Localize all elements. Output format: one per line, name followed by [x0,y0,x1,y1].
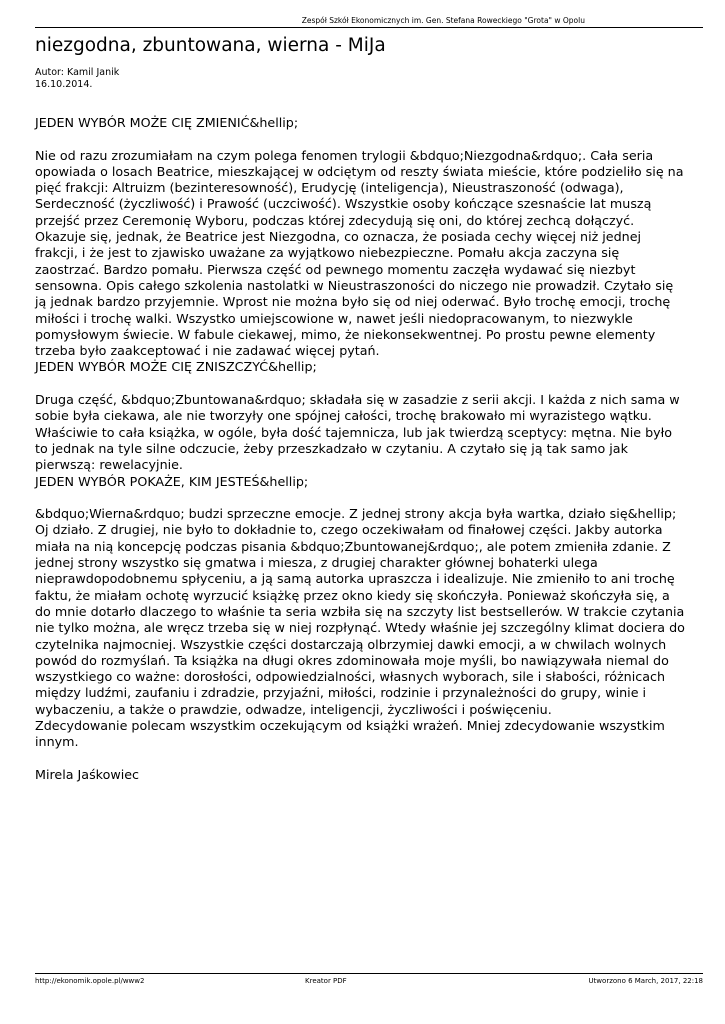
footer-created-date: Utworzono 6 March, 2017, 22:18 [588,977,703,985]
article-body [35,115,687,783]
section-heading-2: JEDEN WYBÓR MOŻE CIĘ ZNISZCZYĆ&hellip; [35,359,317,375]
paragraph-3: &bdquo;Wierna&rdquo; budzi sprzeczne emocje. Z jednej strony akcja była wartka, działo się&hellip; Oj działo. Z drugiej, nie było to dokładnie to, czego oczekiwałam od finałowej części. Jakby autorka miała na nią koncepcję podczas pisania &bdquo;Zbuntowanej&rdquo;, ale potem zmieniła zdanie. Z jednej strony wszystko się gmatwa i miesza, z drugiej charakter głównej bohaterki ulega nieprawdopodobnemu spłyceniu, a ją samą autorka upraszcza i idealizuje. Nie zmieniło to ani trochę faktu, że miałam ochotę wyrzucić książkę przez okno kiedy się skończyła. Ponieważ skończyła się, a do mnie dotarło dlaczego to właśnie ta seria wzbiła się na szczyty list bestsellerów. W trakcie czytania nie tylko można, ale wręcz trzeba się w niej rozpłynąć. Wtedy właśnie jej szczególny klimat dociera do czytelnika najmocniej. Wszystkie części dostarczają olbrzymiej dawki emocji, a w chwilach wolnych powód do rozmyślań. Ta książka na długi okres zdominowała moje myśli, bo nawiązywała niemal do wszystkiego co ważne: dorosłości, odpowiedzialności, własnych wyborach, sile i słabości, różnicach między ludźmi, zaufaniu i zdradzie, przyjaźni, miłości, rodzinie i przynależności do grupy, winie i wybaczeniu, a także o prawdzie, odwadze, inteligencji, życzliwości i poświęceniu. [35,506,685,717]
page-footer [35,973,703,988]
article-meta [35,67,119,91]
author-line: Autor: Kamil Janik [35,67,120,78]
signature: Mirela Jaśkowiec [35,766,140,782]
paragraph-2: Druga część, &bdquo;Zbuntowana&rdquo; składała się w zasadzie z serii akcji. I każda z nich sama w sobie była ciekawa, ale nie tworzyły one spójnej całości, trochę brakowało mi wyrazistego wątku. Właściwie to cała książka, w ogóle, była dość tajemnicza, lub jak twierdzą sceptycy: mętna. Nie było to jednak na tyle silne odczucie, żeby przeszkadzało w czytaniu. A czytało się ją tak samo jak pierwszą: rewelacyjnie. [35,392,680,473]
section-heading-1: JEDEN WYBÓR MOŻE CIĘ ZMIENIĆ&hellip; [35,115,299,130]
paragraph-4: Zdecydowanie polecam wszystkim oczekującym od książki wrażeń. Mniej zdecydowanie wszystkim innym. [35,717,665,750]
paragraph-1: Nie od razu zrozumiałam na czym polega fenomen trylogii &bdquo;Niezgodna&rdquo;. Cała seria opowiada o losach Beatrice, mieszkającej w odciętym od reszty świata mieście, które podzieliło się na pięć frakcji: Altruizm (bezinteresowność), Erudycję (inteligencja), Nieustraszoność (odwaga), Serdeczność (życzliwość) i Prawość (uczciwość). Wszystkie osoby kończące szesnaście lat muszą przejść przez Ceremonię Wyboru, podczas której zdecydują się oni, do której zechcą dołączyć. Okazuje się, jednak, że Beatrice jest Niezgodna, co oznacza, że posiada cechy więcej niż jednej frakcji, i że jest to zjawisko uważane za wyjątkowo niebezpieczne. Pomału akcja zaczyna się zaostrzać. Bardzo pomału. Pierwsza część od pewnego momentu zaczęła wydawać się niezbyt sensowna. Opis całego szkolenia nastolatki w Nieustraszoności do niczego nie prowadził. Czytało się ją jednak bardzo przyjemnie. Wprost nie można było się od niej oderwać. Było trochę emocji, trochę miłości i trochę walki. Wszystko umiejscowione w, nawet jeśli niedopracowanym, to niezwykle pomysłowym świecie. W fabule ciekawej, mimo, że niekonsekwentnej. Po prostu pewne elementy trzeba było zaakceptować i nie zadawać więcej pytań. [35,147,684,359]
section-heading-3: JEDEN WYBÓR POKAŻE, KIM JESTEŚ&hellip; [35,473,309,489]
article-title: niezgodna, zbuntowana, wierna - MiJa [35,35,386,56]
page-header [35,13,703,28]
article-date: 16.10.2014. [35,79,93,90]
school-name: Zespół Szkół Ekonomicznych im. Gen. Stefana Roweckiego "Grota" w Opolu [301,16,585,25]
footer-url: http://ekonomik.opole.pl/www2 [35,977,145,985]
footer-creator: Kreator PDF [305,977,347,985]
